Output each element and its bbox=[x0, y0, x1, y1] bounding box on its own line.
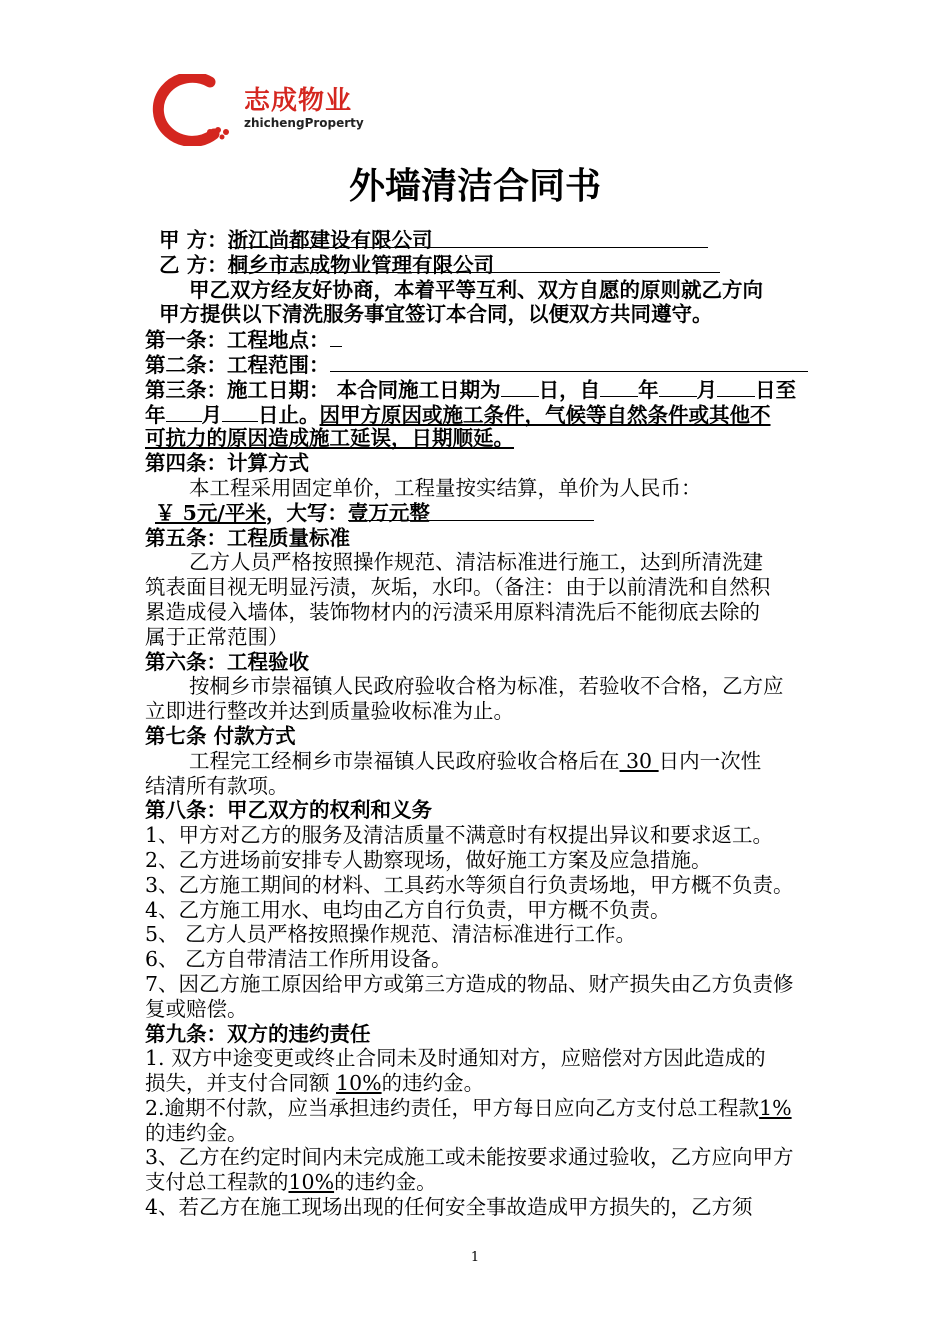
article-9-item-3-text-b: 的违约金。 bbox=[334, 1170, 437, 1195]
article-5-line-1: 乙方人员严格按照操作规范、清洁标准进行施工，达到所清洗建 bbox=[189, 550, 763, 575]
article-3-label: 第三条：施工日期： bbox=[145, 377, 330, 402]
article-2-label: 第二条：工程范围： bbox=[145, 352, 330, 377]
article-8-item-3: 3、乙方施工期间的材料、工具药水等须自行负责场地，甲方概不负责。 bbox=[145, 872, 794, 897]
article-7-heading: 第七条 付款方式 bbox=[145, 723, 296, 748]
article-9-item-2-line-1 bbox=[145, 1096, 837, 1121]
party-b-line bbox=[145, 253, 837, 278]
article-3-text-e: 日至 bbox=[755, 377, 797, 402]
intro-line-1: 甲乙双方经友好协商，本着平等互利、双方自愿的原则就乙方向 bbox=[189, 277, 763, 302]
party-b-label: 乙 方： bbox=[159, 252, 228, 277]
party-a-label: 甲 方： bbox=[159, 228, 228, 252]
article-5-line-3: 累造成侵入墙体，装饰物材内的污渍采用原料清洗后不能彻底去除的 bbox=[145, 599, 760, 624]
article-3-note-2: 可抗力的原因造成施工延误，日期顺延。 bbox=[145, 426, 514, 451]
article-3-text-c: 年 bbox=[638, 377, 659, 402]
article-9-item-1-line-1: 1. 双方中途变更或终止合同未及时通知对方，应赔偿对方因此造成的 bbox=[145, 1046, 766, 1071]
party-b-name: 桐乡市志成物业管理有限公司 bbox=[227, 252, 495, 277]
article-4-text: 本工程采用固定单价，工程量按实结算，单价为人民币： bbox=[189, 475, 702, 500]
article-9-item-3-line-1: 3、乙方在约定时间内未完成施工或未能按要求通过验收，乙方应向甲方 bbox=[145, 1145, 794, 1170]
price-upper-value: 壹万元整 bbox=[347, 500, 430, 525]
article-2-heading bbox=[145, 352, 837, 377]
payment-days: 30 bbox=[619, 748, 659, 773]
article-7-line-2: 结清所有款项。 bbox=[145, 773, 289, 798]
article-9-item-1-line-2 bbox=[145, 1071, 837, 1096]
logo-name-en: zhichengProperty bbox=[244, 116, 364, 130]
article-3-text-a: 本合同施工日期为 bbox=[329, 377, 501, 402]
party-b-field bbox=[227, 252, 720, 277]
article-3-text-h: 日止。 bbox=[258, 402, 320, 427]
party-a-line bbox=[145, 228, 837, 253]
article-5-line-2: 筑表面目视无明显污渍，灰垢，水印。（备注：由于以前清洗和自然积 bbox=[145, 575, 771, 600]
article-3-text-g: 月 bbox=[201, 402, 222, 427]
price-separator: ，大写： bbox=[265, 500, 348, 525]
article-3-text-d: 月 bbox=[696, 377, 718, 402]
article-9-heading: 第九条：双方的违约责任 bbox=[145, 1021, 371, 1046]
page-number: 1 bbox=[470, 1250, 480, 1265]
article-9-item-1-text-b: 的违约金。 bbox=[381, 1071, 485, 1096]
company-logo bbox=[148, 74, 364, 146]
article-8-item-7-line-1: 7、因乙方施工原因给甲方或第三方造成的物品、财产损失由乙方负责修 bbox=[145, 971, 794, 996]
article-6-line-2: 立即进行整改并达到质量验收标准为止。 bbox=[145, 699, 514, 724]
article-9-item-2-text-a: 2.逾期不付款，应当承担违约责任，甲方每日应向乙方支付总工程款 bbox=[145, 1095, 760, 1120]
party-a-field bbox=[227, 228, 708, 252]
article-8-item-4: 4、乙方施工用水、电均由乙方自行负责，甲方概不负责。 bbox=[145, 897, 671, 922]
article-9-item-3-line-2 bbox=[145, 1170, 837, 1195]
article-5-heading: 第五条：工程质量标准 bbox=[145, 525, 350, 550]
article-8-item-7-line-2: 复或赔偿。 bbox=[145, 996, 248, 1021]
article-9-item-3-text-a: 支付总工程款的 bbox=[145, 1170, 289, 1195]
price-upper-field bbox=[347, 500, 594, 525]
article-8-item-1: 1、甲方对乙方的服务及清洁质量不满意时有权提出异议和要求返工。 bbox=[145, 823, 774, 848]
start-day-field bbox=[717, 377, 755, 397]
party-a-name: 浙江尚都建设有限公司 bbox=[227, 228, 433, 252]
start-year-field bbox=[600, 377, 638, 397]
article-3-note-1: 因甲方原因或施工条件，气候等自然条件或其他不 bbox=[319, 402, 771, 427]
penalty-rate-2: 1% bbox=[759, 1095, 792, 1120]
article-8-item-2: 2、乙方进场前安排专人勘察现场，做好施工方案及应急措施。 bbox=[145, 847, 712, 872]
article-7-text-a: 工程完工经桐乡市崇福镇人民政府验收合格后在 bbox=[189, 748, 620, 773]
article-9-item-1-text-a: 损失，并支付合同额 bbox=[145, 1071, 337, 1096]
unit-price bbox=[145, 501, 266, 525]
article-1-heading bbox=[145, 327, 837, 352]
penalty-rate-1: 10% bbox=[336, 1071, 382, 1096]
article-3-line-2 bbox=[145, 402, 837, 427]
article-4-heading: 第四条：计算方式 bbox=[145, 451, 309, 476]
article-9-item-2-line-2: 的违约金。 bbox=[145, 1120, 248, 1145]
article-5-line-4: 属于正常范围） bbox=[145, 624, 289, 649]
article-7-text-b: 日内一次性 bbox=[658, 748, 762, 773]
logo-name-cn: 志成物业 bbox=[244, 86, 353, 116]
article-8-item-5: 5、 乙方人员严格按照操作规范、清洁标准进行工作。 bbox=[145, 922, 637, 947]
article-8-item-6: 6、 乙方自带清洁工作所用设备。 bbox=[145, 947, 452, 972]
start-month-field bbox=[659, 377, 697, 397]
article-8-heading: 第八条：甲乙双方的权利和义务 bbox=[145, 798, 432, 823]
unit-price-value: ￥ 5元/平米 bbox=[155, 500, 266, 525]
article-7-line-1 bbox=[145, 749, 837, 774]
article-4-price-line bbox=[145, 501, 837, 526]
project-location-field bbox=[330, 327, 342, 347]
logo-c-mark-icon bbox=[148, 74, 240, 146]
article-3-text-f: 年 bbox=[145, 402, 166, 427]
article-3-line-1 bbox=[145, 377, 837, 402]
contract-body bbox=[145, 228, 837, 1220]
document-title: 外墙清洁合同书 bbox=[348, 165, 601, 207]
intro-line-2: 甲方提供以下清洗服务事宜签订本合同，以便双方共同遵守。 bbox=[159, 302, 713, 327]
article-3-text-b: 日，自 bbox=[538, 377, 601, 402]
article-6-line-1: 按桐乡市崇福镇人民政府验收合格为标准，若验收不合格，乙方应 bbox=[189, 674, 784, 699]
article-9-item-4-line-1: 4、若乙方在施工现场出现的任何安全事故造成甲方损失的，乙方须 bbox=[145, 1195, 753, 1220]
end-year-field bbox=[166, 402, 202, 422]
end-month-field bbox=[222, 402, 258, 422]
project-scope-field bbox=[330, 352, 808, 372]
duration-days-field bbox=[501, 377, 539, 397]
article-3-line-3 bbox=[145, 426, 837, 451]
article-6-heading: 第六条：工程验收 bbox=[145, 649, 309, 674]
article-1-label: 第一条：工程地点： bbox=[145, 328, 330, 353]
penalty-rate-3: 10% bbox=[288, 1170, 335, 1195]
